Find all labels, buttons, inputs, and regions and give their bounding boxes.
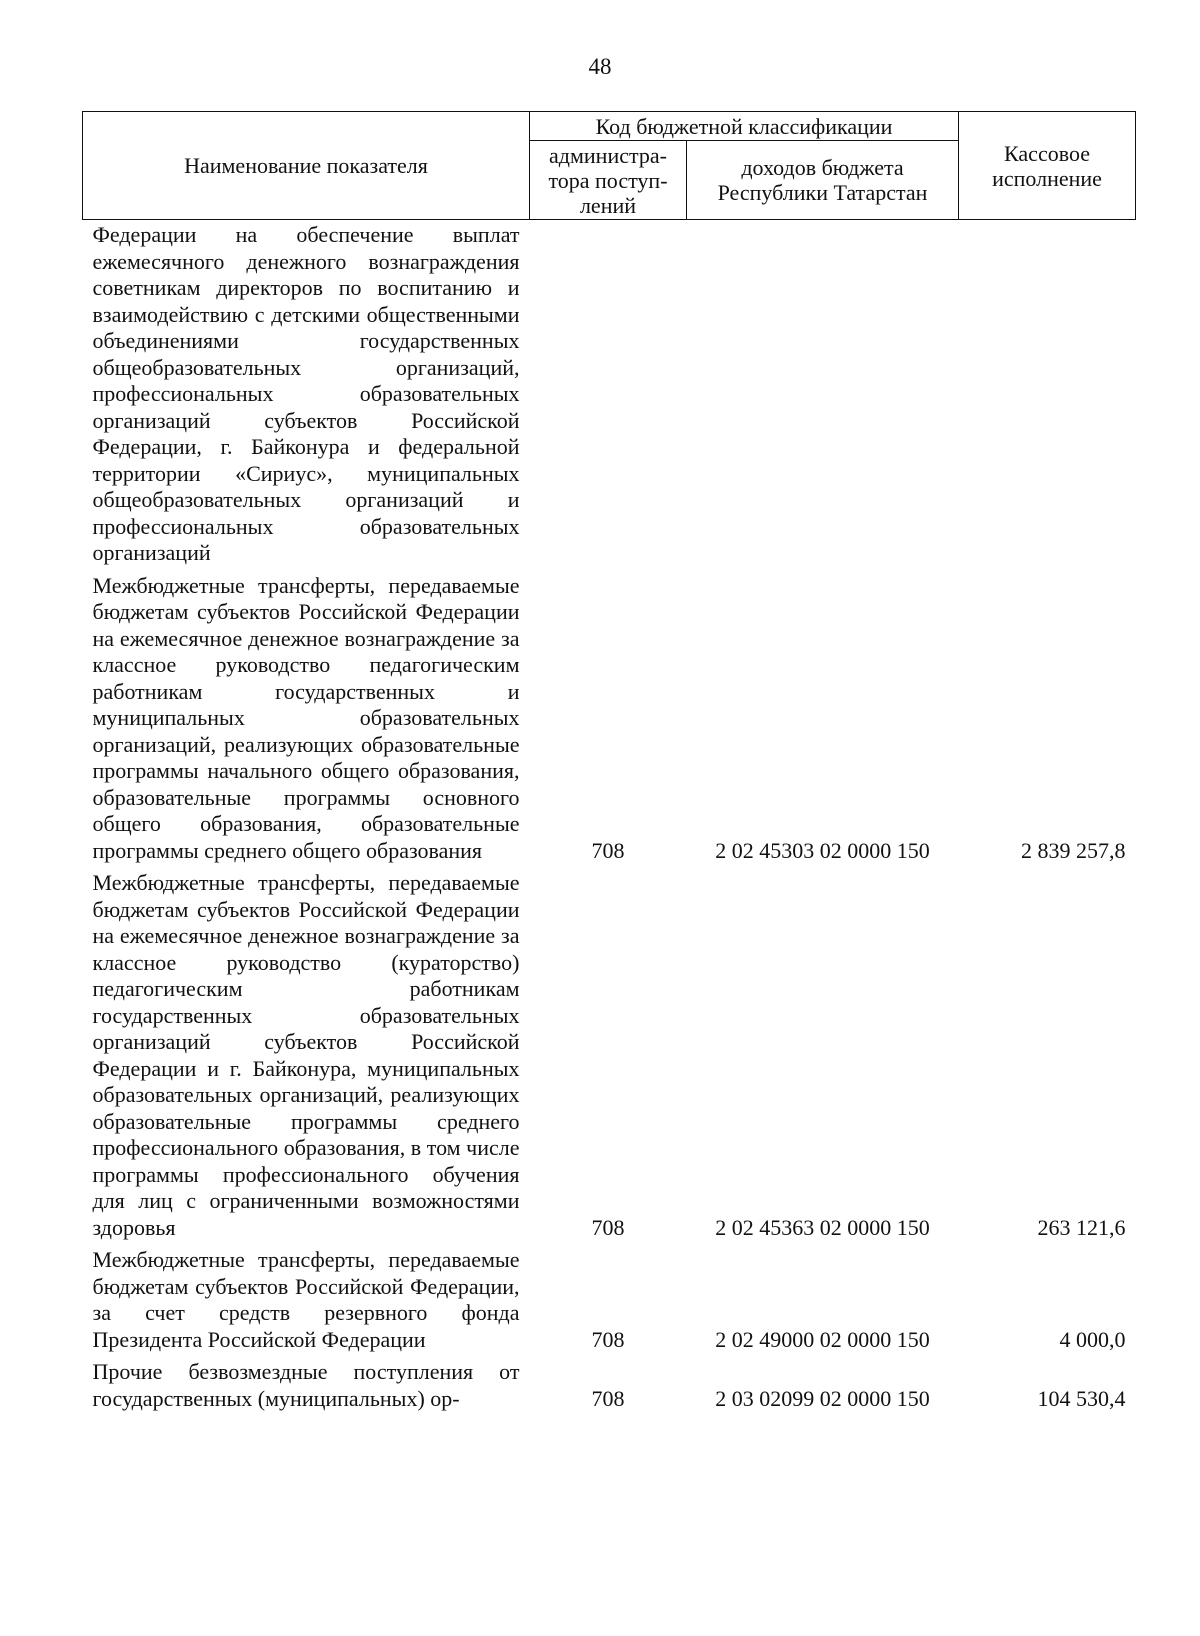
header-indicator-name: Наименование показателя bbox=[83, 112, 530, 220]
table-row bbox=[83, 864, 1136, 1241]
row-cash-execution: 2 839 257,8 bbox=[1021, 837, 1126, 863]
header-cash-execution: Кассовое исполнение bbox=[959, 112, 1136, 220]
row-indicator-name: Межбюджетные трансферты, передаваемые бюджетам субъектов Российской Федерации, за счет средств резервного фонда Президента Российской Федерации bbox=[92, 1247, 520, 1352]
row-indicator-name: Межбюджетные трансферты, передаваемые бюджетам субъектов Российской Федерации на ежемесячное денежное вознаграждение за классное руководство (кураторство) педагогическим работникам государственных образовательных организаций субъектов Российской Федерации и г. Байконура, муниципальных образовательных организаций, реализующих образовательные программы среднего профессионального образования, в том числе программы профессионального обучения для лиц с ограниченными возможностями здоровья bbox=[92, 870, 520, 1240]
row-admin-code: 708 bbox=[591, 1385, 625, 1411]
table-row bbox=[83, 1241, 1136, 1353]
table-row bbox=[83, 220, 1136, 567]
table-row bbox=[83, 567, 1136, 865]
row-income-code: 2 03 02099 02 0000 150 bbox=[715, 1385, 930, 1411]
page-number: 48 bbox=[588, 54, 612, 79]
row-cash-execution: 4 000,0 bbox=[1059, 1326, 1126, 1352]
row-admin-code: 708 bbox=[591, 837, 625, 863]
row-admin-code: 708 bbox=[591, 1326, 625, 1352]
row-indicator-name: Межбюджетные трансферты, передаваемые бюджетам субъектов Российской Федерации на ежемесячное денежное вознаграждение за классное руководство педагогическим работникам государственных и муниципальных образовательных организаций, реализующих образовательные программы начального общего образования, образовательные программы основного общего образования, образовательные программы среднего общего образования bbox=[92, 572, 520, 863]
header-revenue-administrator: администра-тора поступ-лений bbox=[530, 141, 687, 220]
header-republic-budget-income: доходов бюджета Республики Татарстан bbox=[687, 141, 959, 220]
row-income-code: 2 02 45363 02 0000 150 bbox=[715, 1214, 930, 1240]
row-income-code: 2 02 45303 02 0000 150 bbox=[715, 837, 930, 863]
row-cash-execution bbox=[959, 220, 1136, 567]
row-income-code: 2 02 49000 02 0000 150 bbox=[715, 1326, 930, 1352]
row-indicator-name: Федерации на обеспечение выплат ежемесячного денежного вознаграждения советникам директоров по воспитанию и взаимодействию с детскими общественными объединениями государственных общеобразовательных организаций, профессиональных образовательных организаций субъектов Российской Федерации, г. Байконура и федеральной территории «Сириус», муниципальных общеобразовательных организаций и профессиональных образовательных организаций bbox=[92, 222, 520, 565]
budget-income-table bbox=[82, 111, 1136, 1412]
row-income-code bbox=[687, 220, 959, 567]
row-admin-code: 708 bbox=[591, 1214, 625, 1240]
row-cash-execution: 263 121,6 bbox=[1037, 1214, 1126, 1240]
header-budget-classification-code: Код бюджетной классификации bbox=[530, 112, 959, 141]
table-row bbox=[83, 1353, 1136, 1412]
row-admin-code bbox=[530, 220, 687, 567]
row-cash-execution: 104 530,4 bbox=[1037, 1385, 1126, 1411]
row-indicator-name: Прочие безвозмездные поступления от государственных (муниципальных) ор- bbox=[92, 1359, 520, 1411]
